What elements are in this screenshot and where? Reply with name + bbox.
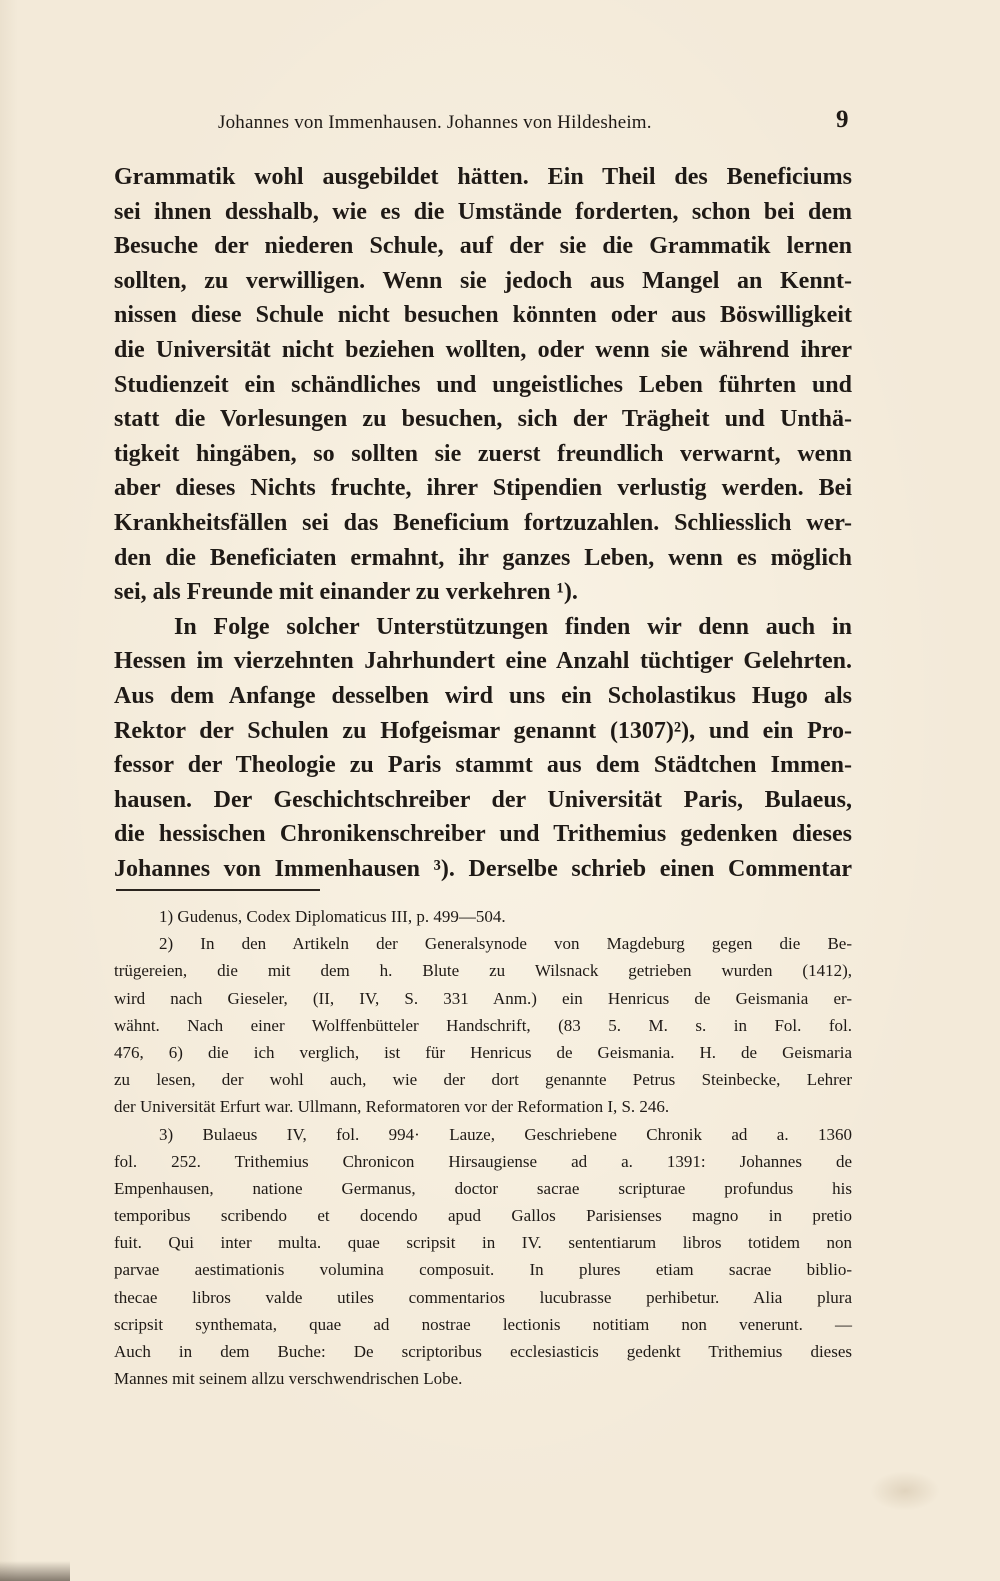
main-text-line: die hessischen Chronikenschreiber und Trithemius gedenken dieses [114, 821, 852, 848]
paragraph-start-line: In Folge solcher Unterstützungen finden wir denn auch in [174, 613, 852, 640]
paper-stain [870, 1471, 940, 1511]
main-text-line: Krankheitsfällen sei das Beneficium fortzuzahlen. Schliesslich wer- [114, 509, 852, 536]
footnote-line: fuit. Qui inter multa. quae scripsit in IV. sententiarum libros totidem non [114, 1233, 852, 1253]
footnotes [114, 903, 852, 1392]
main-text-line: sei, als Freunde mit einander zu verkehren ¹). [114, 579, 578, 606]
footnote-line: 476, 6) die ich verglich, ist für Henricus de Geismania. H. de Geismaria [114, 1042, 852, 1062]
footnote-3: 3) Bulaeus IV, fol. 994· Lauze, Geschriebene Chronik ad a. 1360 [159, 1124, 852, 1144]
main-text-line: nissen diese Schule nicht besuchen könnten oder aus Böswilligkeit [114, 302, 852, 329]
main-text-line: aber dieses Nichts fruchte, ihrer Stipendien verlustig werden. Bei [114, 475, 852, 502]
footnote-2: 2) In den Artikeln der Generalsynode von Magdeburg gegen die Be- [159, 934, 852, 954]
footnote-line: scripsit synthemata, quae ad nostrae lectionis notitiam non venerunt. — [114, 1314, 852, 1334]
footnote-1: 1) Gudenus, Codex Diplomaticus III, p. 499—504. [159, 907, 506, 926]
main-text-line: Hessen im vierzehnten Jahrhundert eine Anzahl tüchtiger Gelehrten. [114, 648, 852, 675]
footnote-line: wird nach Gieseler, (II, IV, S. 331 Anm.) ein Henricus de Geismania er- [114, 988, 852, 1008]
footnote-line: Empenhausen, natione Germanus, doctor sacrae scripturae profundus his [114, 1178, 852, 1198]
main-text-line: Studienzeit ein schändliches und ungeistliches Leben führten und [114, 371, 852, 398]
footnote-line: temporibus scribendo et docendo apud Gallos Parisienses magno in pretio [114, 1206, 852, 1226]
page-number: 9 [836, 106, 849, 133]
footnote-line: Auch in dem Buche: De scriptoribus ecclesiasticis gedenkt Trithemius dieses [114, 1342, 852, 1361]
main-text-line: Johannes von Immenhausen ³). Derselbe schrieb einen Commentar [114, 855, 852, 882]
footnote-line: thecae libros valde utiles commentarios lucubrasse perhibetur. Alia plura [114, 1287, 852, 1307]
main-text-line: Rektor der Schulen zu Hofgeismar genannt (1307)²), und ein Pro- [114, 717, 852, 744]
scan-edge-mark [0, 1561, 70, 1581]
main-text-line: hausen. Der Geschichtschreiber der Universität Paris, Bulaeus, [114, 786, 852, 813]
footnote-line: der Universität Erfurt war. Ullmann, Reformatoren vor der Reformation I, S. 246. [114, 1097, 670, 1117]
main-text-line: Besuche der niederen Schule, auf der sie die Grammatik lernen [114, 233, 852, 260]
footnote-line: fol. 252. Trithemius Chronicon Hirsaugiense ad a. 1391: Johannes de [114, 1151, 852, 1171]
main-text-line: Aus dem Anfange desselben wird uns ein Scholastikus Hugo als [114, 682, 852, 709]
footnote-divider [116, 889, 320, 891]
footnote-line: trügereien, die mit dem h. Blute zu Wilsnack getrieben wurden (1412), [114, 961, 852, 981]
footnote-line: parvae aestimationis volumina composuit. In plures etiam sacrae biblio- [114, 1260, 852, 1280]
main-text-line: sollten, zu verwilligen. Wenn sie jedoch aus Mangel an Kennt- [114, 267, 852, 294]
footnote-line: wähnt. Nach einer Wolffenbütteler Handschrift, (83 5. M. s. in Fol. fol. [114, 1015, 852, 1035]
main-text-line: sei ihnen desshalb, wie es die Umstände forderten, schon bei dem [114, 198, 852, 225]
main-text-line: die Universität nicht beziehen wollten, oder wenn sie während ihrer [114, 336, 852, 363]
main-text [114, 160, 852, 886]
main-text-line: den die Beneficiaten ermahnt, ihr ganzes Leben, wenn es möglich [114, 544, 852, 571]
main-text-line: statt die Vorlesungen zu besuchen, sich der Trägheit und Unthä- [114, 406, 852, 433]
main-text-line: Grammatik wohl ausgebildet hätten. Ein Theil des Beneficiums [114, 164, 852, 190]
running-header: Johannes von Immenhausen. Johannes von Hildesheim. [218, 112, 652, 133]
main-text-line: tigkeit hingäben, so sollten sie zuerst freundlich verwarnt, wenn [114, 440, 852, 467]
footnote-line: Mannes mit seinem allzu verschwendrischen Lobe. [114, 1369, 463, 1389]
main-text-line: fessor der Theologie zu Paris stammt aus dem Städtchen Immen- [114, 752, 852, 779]
footnote-line: zu lesen, der wohl auch, wie der dort genannte Petrus Steinbecke, Lehrer [114, 1070, 852, 1090]
